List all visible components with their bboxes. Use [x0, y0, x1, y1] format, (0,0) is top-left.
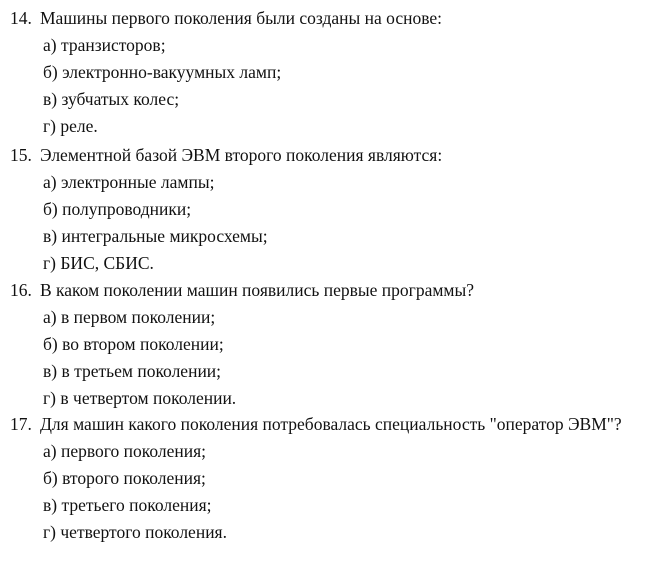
answer-option-v: в) интегральные микросхемы;: [43, 226, 268, 246]
answer-option-v: в) в третьем поколении;: [43, 361, 222, 381]
question-line: [10, 280, 648, 300]
question-17: [10, 414, 648, 542]
answer-option-a: а) электронные лампы;: [43, 172, 215, 192]
question-15: [10, 145, 648, 273]
question-number: 16.: [10, 280, 32, 300]
answer-option-a: а) в первом поколении;: [43, 307, 216, 327]
question-line: [10, 8, 648, 28]
question-text: В каком поколении машин появились первые программы?: [40, 280, 475, 300]
question-line: [10, 145, 648, 165]
answer-option-g: г) четвертого поколения.: [43, 522, 227, 542]
answer-option-b: б) второго поколения;: [43, 468, 206, 488]
answer-option-a: а) транзисторов;: [43, 35, 166, 55]
question-text: Элементной базой ЭВМ второго поколения являются:: [40, 145, 443, 165]
answer-option-a: а) первого поколения;: [43, 441, 207, 461]
question-14: [10, 8, 648, 136]
answer-option-b: б) во втором поколении;: [43, 334, 224, 354]
answer-option-g: г) БИС, СБИС.: [43, 253, 154, 273]
question-number: 14.: [10, 8, 32, 28]
answer-option-v: в) третьего поколения;: [43, 495, 212, 515]
question-text: Для машин какого поколения потребовалась специальность "оператор ЭВМ"?: [40, 414, 622, 434]
question-line: [10, 414, 648, 434]
question-text: Машины первого поколения были созданы на основе:: [40, 8, 442, 28]
answer-option-b: б) электронно-вакуумных ламп;: [43, 62, 282, 82]
question-number: 17.: [10, 414, 32, 434]
answer-option-g: г) реле.: [43, 116, 98, 136]
answer-option-b: б) полупроводники;: [43, 199, 192, 219]
answer-option-v: в) зубчатых колес;: [43, 89, 180, 109]
question-number: 15.: [10, 145, 32, 165]
question-16: [10, 280, 648, 408]
answer-option-g: г) в четвертом поколении.: [43, 388, 237, 408]
